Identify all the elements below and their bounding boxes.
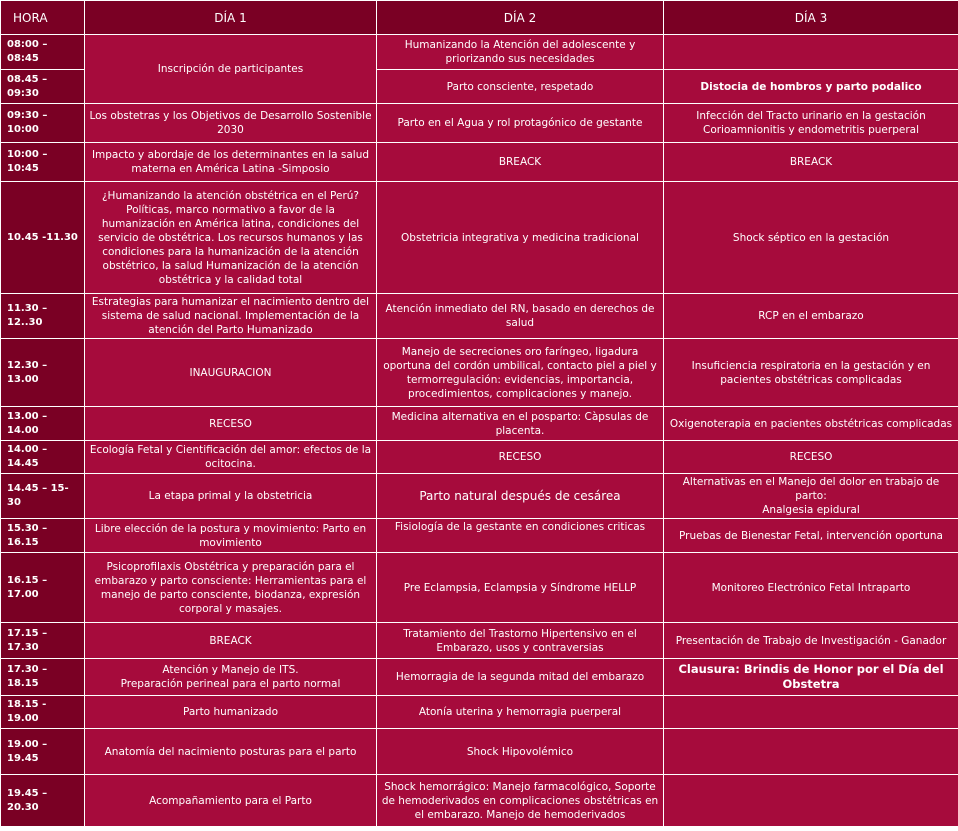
dia3-line: Alternativas en el Manejo del dolor en trabajo de parto: (682, 476, 940, 502)
dia2-cell: Pre Eclampsia, Eclampsia y Síndrome HELLP (377, 553, 664, 623)
dia1-cell: Inscripción de participantes (85, 35, 377, 104)
dia1-cell: RECESO (85, 407, 377, 441)
hour-cell: 12.30 – 13.00 (1, 339, 85, 407)
dia3-cell (664, 696, 958, 729)
dia2-cell: Tratamiento del Trastorno Hipertensivo en el Embarazo, usos y contraversias (377, 623, 664, 659)
header-dia1: DÍA 1 (85, 1, 377, 35)
header-dia2: DÍA 2 (377, 1, 664, 35)
hour-cell: 13.00 – 14.00 (1, 407, 85, 441)
dia2-cell: Atención inmediato del RN, basado en derechos de salud (377, 294, 664, 339)
table-row (1, 659, 958, 696)
table-row (1, 696, 958, 729)
dia2-cell: Parto natural después de cesárea (377, 474, 664, 519)
dia2-cell: Obstetricia integrativa y medicina tradicional (377, 182, 664, 294)
header-row (1, 1, 958, 35)
dia1-cell: INAUGURACION (85, 339, 377, 407)
dia3-line: Corioamnionitis y endometritis puerperal (702, 124, 919, 136)
table-row (1, 182, 958, 294)
dia3-cell (664, 729, 958, 775)
dia3-cell: Shock séptico en la gestación (664, 182, 958, 294)
table-row (1, 35, 958, 70)
table-row (1, 143, 958, 182)
hour-cell: 17.15 – 17.30 (1, 623, 85, 659)
table-row (1, 294, 958, 339)
table-row (1, 729, 958, 775)
hour-cell: 09:30 – 10:00 (1, 104, 85, 143)
dia2-cell: RECESO (377, 441, 664, 474)
dia3-cell: Monitoreo Electrónico Fetal Intraparto (664, 553, 958, 623)
hour-cell: 14.00 – 14.45 (1, 441, 85, 474)
hour-cell: 17.30 – 18.15 (1, 659, 85, 696)
hour-cell: 19.00 – 19.45 (1, 729, 85, 775)
table-row (1, 519, 958, 553)
dia3-cell: Clausura: Brindis de Honor por el Día del Obstetra (664, 659, 958, 696)
dia1-cell (85, 659, 377, 696)
dia1-cell: Libre elección de la postura y movimiento: Parto en movimiento (85, 519, 377, 553)
dia3-cell: RECESO (664, 441, 958, 474)
dia1-cell: Acompañamiento para el Parto (85, 775, 377, 827)
hour-cell: 19.45 – 20.30 (1, 775, 85, 827)
hour-cell: 18.15 - 19.00 (1, 696, 85, 729)
dia2-cell: Medicina alternativa en el posparto: Càpsulas de placenta. (377, 407, 664, 441)
dia1-cell: Ecología Fetal y Cientificación del amor: efectos de la ocitocina. (85, 441, 377, 474)
dia3-cell: BREACK (664, 143, 958, 182)
dia1-line: Atención y Manejo de ITS. (162, 664, 299, 676)
dia1-cell: ¿Humanizando la atención obstétrica en el Perú? Políticas, marco normativo a favor de la humanización en América latina, condiciones del servicio de obstétrica. Los recursos humanos y las condiciones para la humanización de la atención obstétrico, la salud Humanización de la atención obstétrica y la calidad total (85, 182, 377, 294)
table-row (1, 474, 958, 519)
dia3-line: Analgesia epidural (762, 504, 860, 516)
dia3-cell: Presentación de Trabajo de Investigación - Ganador (664, 623, 958, 659)
dia2-cell: Shock hemorrágico: Manejo farmacológico, Soporte de hemoderivados en complicaciones obstétricas en el embarazo. Manejo de hemoderivados (377, 775, 664, 827)
dia2-cell: Humanizando la Atención del adolescente y priorizando sus necesidades (377, 35, 664, 70)
dia1-line: Preparación perineal para el parto normal (120, 678, 341, 690)
table-row (1, 553, 958, 623)
table-row (1, 775, 958, 827)
hour-cell: 14.45 – 15-30 (1, 474, 85, 519)
dia2-cell: Shock Hipovolémico (377, 729, 664, 775)
dia2-cell: Atonía uterina y hemorragia puerperal (377, 696, 664, 729)
dia1-cell: BREACK (85, 623, 377, 659)
hour-cell: 15.30 – 16.15 (1, 519, 85, 553)
dia1-cell: La etapa primal y la obstetricia (85, 474, 377, 519)
dia1-cell: Parto humanizado (85, 696, 377, 729)
hour-cell: 11.30 – 12..30 (1, 294, 85, 339)
dia3-cell (664, 474, 958, 519)
table-row (1, 407, 958, 441)
dia1-cell: Psicoprofilaxis Obstétrica y preparación para el embarazo y parto consciente: Herramientas para el manejo de parto consciente, biodanza, expresión corporal y masajes. (85, 553, 377, 623)
table-row (1, 104, 958, 143)
dia2-cell: Hemorragia de la segunda mitad del embarazo (377, 659, 664, 696)
table-row (1, 441, 958, 474)
dia2-cell: Manejo de secreciones oro faríngeo, ligadura oportuna del cordón umbilical, contacto piel a piel y termorregulación: evidencias, importancia, procedimientos, complicaciones y manejo. (377, 339, 664, 407)
dia1-cell: Anatomía del nacimiento posturas para el parto (85, 729, 377, 775)
dia3-cell: Oxigenoterapia en pacientes obstétricas complicadas (664, 407, 958, 441)
dia3-cell (664, 35, 958, 70)
dia1-cell: Estrategias para humanizar el nacimiento dentro del sistema de salud nacional. Implementación de la atención del Parto Humanizado (85, 294, 377, 339)
header-dia3: DÍA 3 (664, 1, 958, 35)
table-row (1, 623, 958, 659)
header-hora: HORA (1, 1, 85, 35)
dia3-cell (664, 775, 958, 827)
hour-cell: 08.45 – 09:30 (1, 70, 85, 104)
dia3-cell: Distocia de hombros y parto podalico (664, 70, 958, 104)
dia3-cell: Pruebas de Bienestar Fetal, intervención oportuna (664, 519, 958, 553)
dia3-cell (664, 104, 958, 143)
hour-cell: 10:00 – 10:45 (1, 143, 85, 182)
dia3-cell: RCP en el embarazo (664, 294, 958, 339)
dia2-cell: Parto consciente, respetado (377, 70, 664, 104)
dia1-cell: Impacto y abordaje de los determinantes en la salud materna en América Latina -Simposio (85, 143, 377, 182)
dia3-line: Infección del Tracto urinario en la gestación (696, 110, 926, 122)
dia3-cell: Insuficiencia respiratoria en la gestación y en pacientes obstétricas complicadas (664, 339, 958, 407)
hour-cell: 08:00 – 08:45 (1, 35, 85, 70)
dia2-cell: Fisiología de la gestante en condiciones criticas (377, 519, 664, 553)
table-row (1, 339, 958, 407)
dia2-cell: BREACK (377, 143, 664, 182)
dia1-cell: Los obstetras y los Objetivos de Desarrollo Sostenible 2030 (85, 104, 377, 143)
hour-cell: 16.15 – 17.00 (1, 553, 85, 623)
dia2-cell: Parto en el Agua y rol protagónico de gestante (377, 104, 664, 143)
hour-cell: 10.45 -11.30 (1, 182, 85, 294)
